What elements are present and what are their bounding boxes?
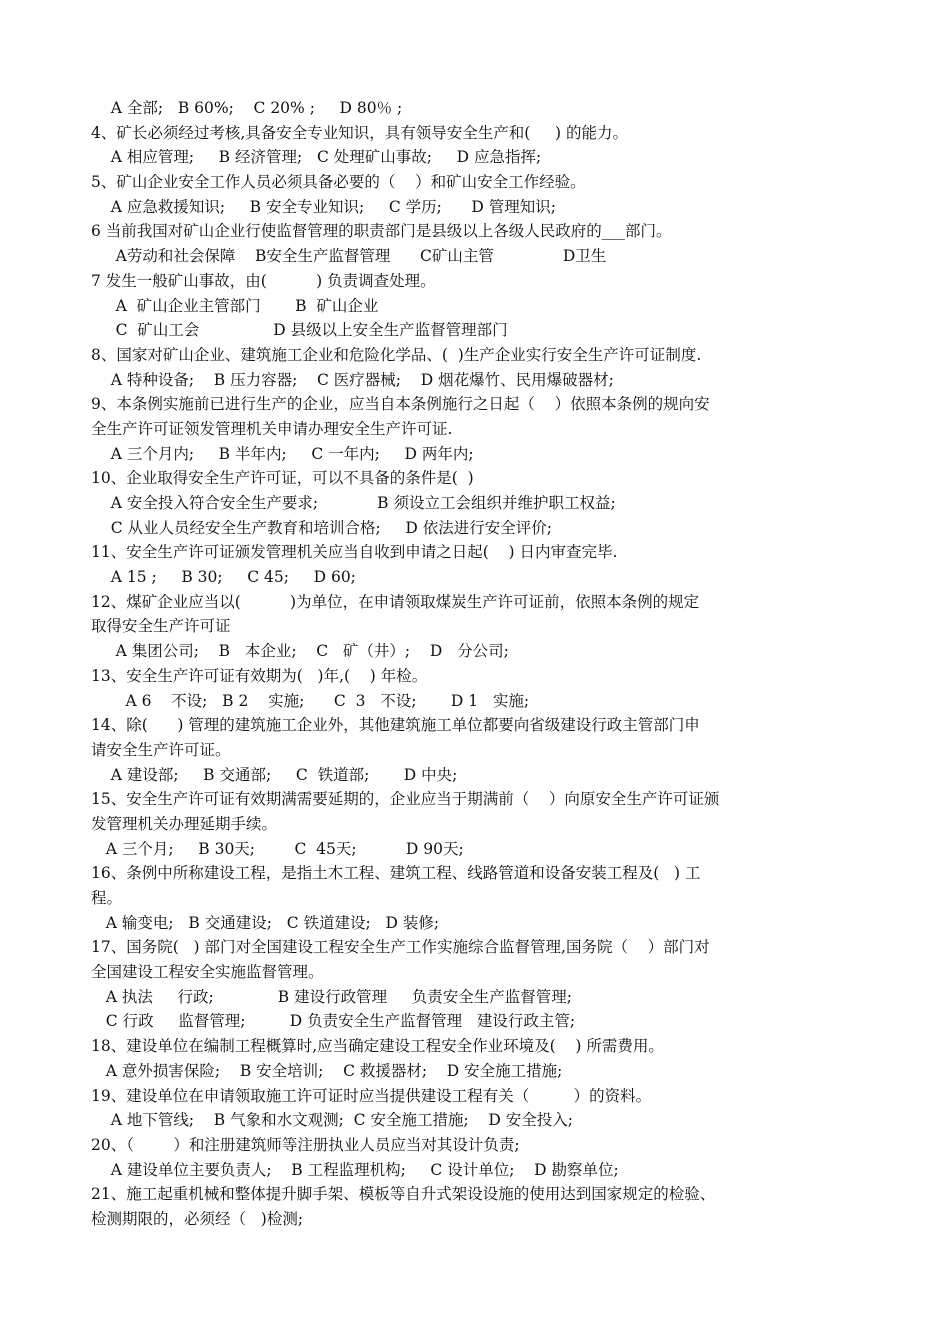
options-12: A 集团公司; B 本企业; C 矿（井）; D 分公司; [91, 642, 509, 661]
options-9: A 三个月内; B 半年内; C 一年内; D 两年内; [91, 444, 474, 463]
options-4: A 相应管理; B 经济管理; C 处理矿山事故; D 应急指挥; [91, 148, 542, 167]
question-11: 11、安全生产许可证颁发管理机关应当自收到申请之日起( ) 日内审查完毕. [91, 543, 618, 562]
options-7-cd: C 矿山工会 D 县级以上安全生产监督管理部门 [91, 321, 508, 340]
question-14: 14、除( ) 管理的建筑施工企业外，其他建筑施工单位都要向省级建设行政主管部门申 [91, 716, 700, 735]
question-14-cont: 请安全生产许可证。 [91, 740, 231, 759]
text-line: A 全部; B 60%; C 20% ; D 80％ ; [91, 99, 403, 117]
options-8: A 特种设备; B 压力容器; C 医疗器械; D 烟花爆竹、民用爆破器材; [91, 370, 614, 389]
question-9-cont: 全生产许可证领发管理机关申请办理安全生产许可证. [91, 419, 453, 438]
options-7-ab: A 矿山企业主管部门 B 矿山企业 [91, 296, 379, 315]
options-17-cd: C 行政 监督管理; D 负责安全生产监督管理 建设行政主管; [91, 1012, 576, 1031]
question-15-cont: 发管理机关办理延期手续。 [91, 814, 278, 833]
options-20: A 建设单位主要负责人; B 工程监理机构; C 设计单位; D 勘察单位; [91, 1160, 619, 1179]
question-4: 4、矿长必须经过考核,具备安全专业知识，具有领导安全生产和( ) 的能力。 [91, 123, 628, 142]
question-5: 5、矿山企业安全工作人员必须具备必要的（ ）和矿山安全工作经验。 [91, 173, 586, 192]
question-16: 16、条例中所称建设工程，是指土木工程、建筑工程、线路管道和设备安装工程及( ) 工 [91, 864, 701, 883]
options-6: A劳动和社会保障 B安全生产监督管理 C矿山主管 D卫生 [91, 247, 607, 266]
question-20: 20、（ ）和注册建筑师等注册执业人员应当对其设计负责; [91, 1135, 520, 1154]
options-11: A 15 ; B 30; C 45; D 60; [91, 568, 356, 587]
options-15: A 三个月; B 30天; C 45天; D 90天; [91, 839, 464, 858]
options-19: A 地下管线; B 气象和水文观测; C 安全施工措施; D 安全投入; [91, 1111, 573, 1130]
options-5: A 应急救援知识; B 安全专业知识; C 学历; D 管理知识; [91, 197, 557, 216]
question-15: 15、安全生产许可证有效期满需要延期的，企业应当于期满前（ ）向原安全生产许可证颁 [91, 790, 720, 809]
options-14: A 建设部; B 交通部; C 铁道部; D 中央; [91, 765, 458, 784]
options-13: A 6 不设; B 2 实施; C 3 不设; D 1 实施; [91, 691, 530, 710]
question-9: 9、本条例实施前已进行生产的企业，应当自本条例施行之日起（ ）依照本条例的规向安 [91, 395, 710, 414]
options-18: A 意外损害保险; B 安全培训; C 救援器材; D 安全施工措施; [91, 1061, 563, 1080]
options-10-ab: A 安全投入符合安全生产要求; B 须设立工会组织并维护职工权益; [91, 494, 616, 512]
question-13: 13、安全生产许可证有效期为( )年,( ) 年检。 [91, 666, 428, 685]
question-6: 6 当前我国对矿山企业行使监督管理的职责部门是县级以上各级人民政府的___部门。 [91, 222, 672, 241]
question-19: 19、建设单位在申请领取施工许可证时应当提供建设工程有关（ ）的资料。 [91, 1086, 652, 1105]
question-8: 8、国家对矿山企业、建筑施工企业和危险化学品、( )生产企业实行安全生产许可证制度. [91, 345, 702, 364]
question-18: 18、建设单位在编制工程概算时,应当确定建设工程安全作业环境及( ) 所需费用。 [91, 1037, 664, 1056]
options-17-ab: A 执法 行政; B 建设行政管理 负责安全生产监督管理; [91, 987, 572, 1006]
question-21-cont: 检测期限的，必须经（ )检测; [91, 1209, 304, 1228]
question-17-cont: 全国建设工程安全实施监督管理。 [91, 963, 324, 982]
options-10-cd: C 从业人员经安全生产教育和培训合格; D 依法进行安全评价; [91, 518, 552, 537]
question-12-cont: 取得安全生产许可证 [91, 617, 231, 636]
question-12: 12、煤矿企业应当以( )为单位，在申请领取煤炭生产许可证前，依照本条例的规定 [91, 592, 700, 611]
options-16: A 输变电; B 交通建设; C 铁道建设; D 装修; [91, 913, 440, 932]
question-16-cont: 程。 [91, 889, 123, 907]
question-10: 10、企业取得安全生产许可证，可以不具备的条件是( ) [91, 469, 474, 488]
question-7: 7 发生一般矿山事故，由( ) 负责调查处理。 [91, 271, 436, 290]
question-21: 21、施工起重机械和整体提升脚手架、模板等自升式架设设施的使用达到国家规定的检验、 [91, 1185, 716, 1204]
question-17: 17、国务院( ) 部门对全国建设工程安全生产工作实施综合监督管理,国务院（ ）部门对 [91, 938, 710, 957]
